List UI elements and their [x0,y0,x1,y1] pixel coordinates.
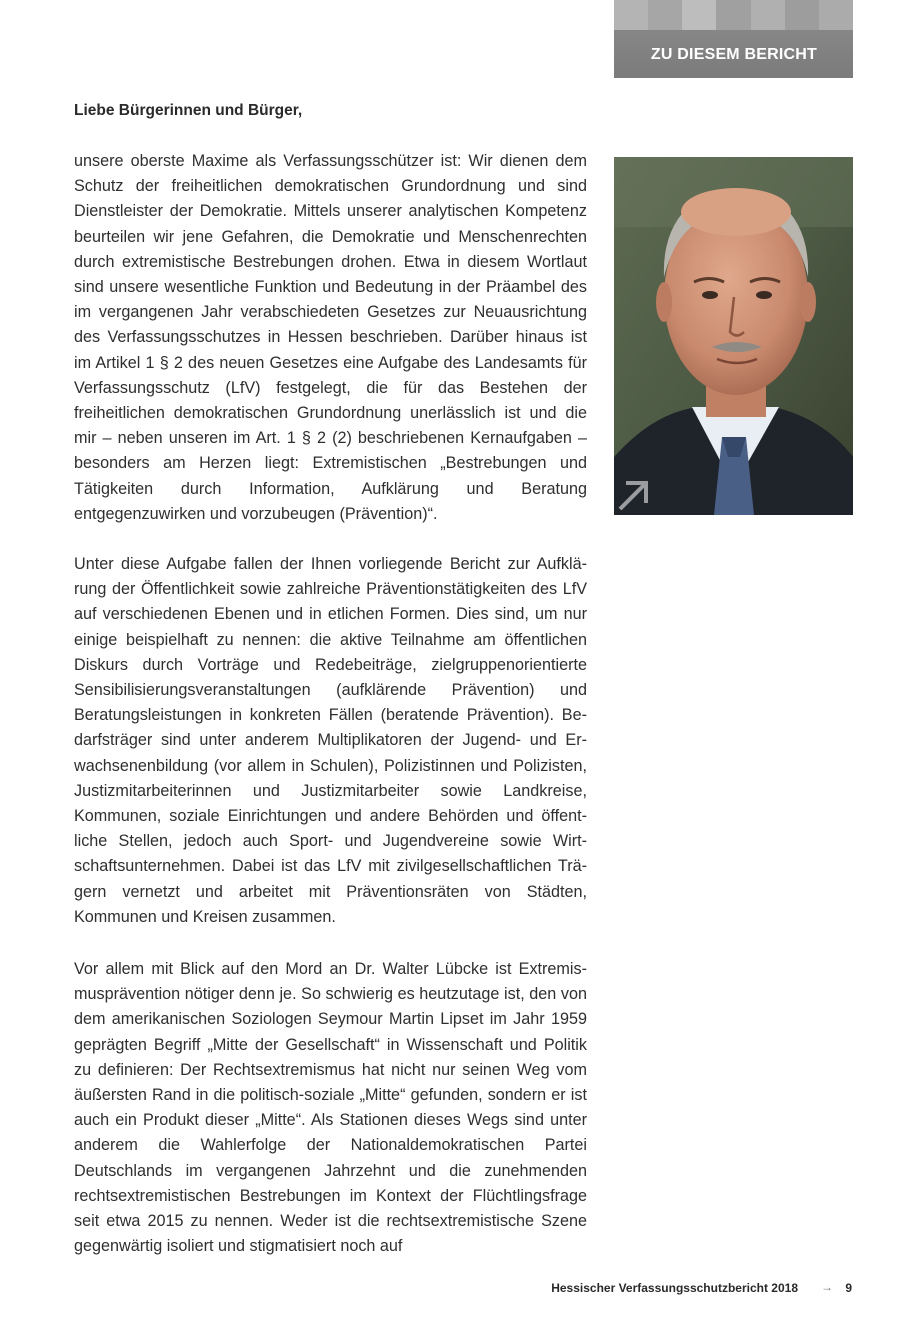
paragraph-2 [74,552,587,930]
arrow-right-icon: → [821,1280,833,1294]
section-label: ZU DIESEM BERICHT [650,46,817,63]
page-number: 9 [845,1281,852,1295]
portrait-photo [614,157,853,515]
section-tab [614,0,853,78]
footer-doc-title: Hessischer Verfassungsschutzbericht 2018 [551,1281,798,1295]
paragraph-text: Unter diese Aufgabe fallen der Ihnen vorliegende Bericht zur Aufklärung der Öffentlichkeit sowie zahlreiche Präventionstätigkeiten des LfV auf verschiedenen Ebenen und in etlichen Formen. Dies sind, um nur einige beispielhaft zu nennen: die aktive Teilnahme am öffentlichen Diskurs durch Vorträge und Redebeiträge, zielgruppenorientierte Sensibilisierungsveranstaltungen (aufklärende Prävention) und Beratungsleistungen in konkreten Fällen (beratende Prävention). Bedarfsträger sind unter anderem Multiplikatoren der Jugend- und Erwachsenenbildung (vor allem in Schulen), Polizistinnen und Polizisten, Justizmitarbeiterinnen und Justizmitarbeiter sowie Landkreise, Kommunen, soziale Einrichtungen und andere Behörden und öffentliche Stellen, jedoch auch Sport- und Jugendvereine sowie Wirtschaftsunternehmen. Dabei ist das LfV mit zivilgesellschaftlichen Trägern vernetzt und arbeitet mit Präventionsräten von Städten, Kommunen und Kreisen zusammen. [74,555,587,926]
paragraph-1 [74,149,587,527]
page-footer [0,1281,853,1297]
salutation: Liebe Bürgerinnen und Bürger, [74,102,303,119]
paragraph-text: Vor allem mit Blick auf den Mord an Dr. Walter Lübcke ist Extremismusprävention nötiger denn je. So schwierig es heutzutage ist, den von dem amerikanischen Soziologen Seymour Martin Lipset im Jahr 1959 geprägten Begriff „Mitte der Gesellschaft“ in Wissenschaft und Politik zu definieren: Der Rechtsextremismus hat nicht nur seinen Weg vom äußersten Rand in die politisch-soziale „Mitte“ gefunden, sondern er ist auch ein Produkt dieser „Mitte“. Als Stationen dieses Wegs sind unter anderem die Wahlerfolge der Nationaldemokratischen Partei Deutschlands im vergangenen Jahrzehnt und die zunehmenden rechtsextremistischen Bestrebungen im Kontext der Flüchtlingsfrage seit etwa 2015 zu nennen. Weder ist die rechtsextremistische Szene gegenwärtig isoliert und stigmatisiert noch auf [74,960,587,1256]
paragraph-3 [74,957,587,1259]
paragraph-text: unsere oberste Maxime als Verfassungsschützer ist: Wir dienen dem Schutz der freiheitlichen demokratischen Grundordnung und sind Dienstleister der Demokratie. Mittels unserer analytischen Kompetenz beurteilen wir jene Gefahren, die Demokratie und Menschenrechten durch extremistische Bestrebungen drohen. Etwa in diesem Wortlaut sind unsere wesentliche Funktion und Bedeutung in der Präambel des im vergangenen Jahr verabschiedeten Gesetzes zur Neuausrichtung des Verfassungsschutzes in Hessen beschrieben. Darüber hinaus ist im Artikel 1 § 2 des neuen Gesetzes eine Aufgabe des Landesamts für Verfassungsschutz (LfV) festgelegt, die für das Bestehen der freiheitlichen demokratischen Grundordnung unerlässlich ist und die mir – neben unseren im Art. 1 § 2 (2) beschriebenen Kernaufgaben – besonders am Herzen liegt: Extremistischen „Bestrebungen und Tätigkeiten durch Information, Aufklärung und Beratung entgegenzuwirken und vorzubeugen (Prävention)“. [74,152,587,523]
section-tab-pattern [614,0,853,30]
